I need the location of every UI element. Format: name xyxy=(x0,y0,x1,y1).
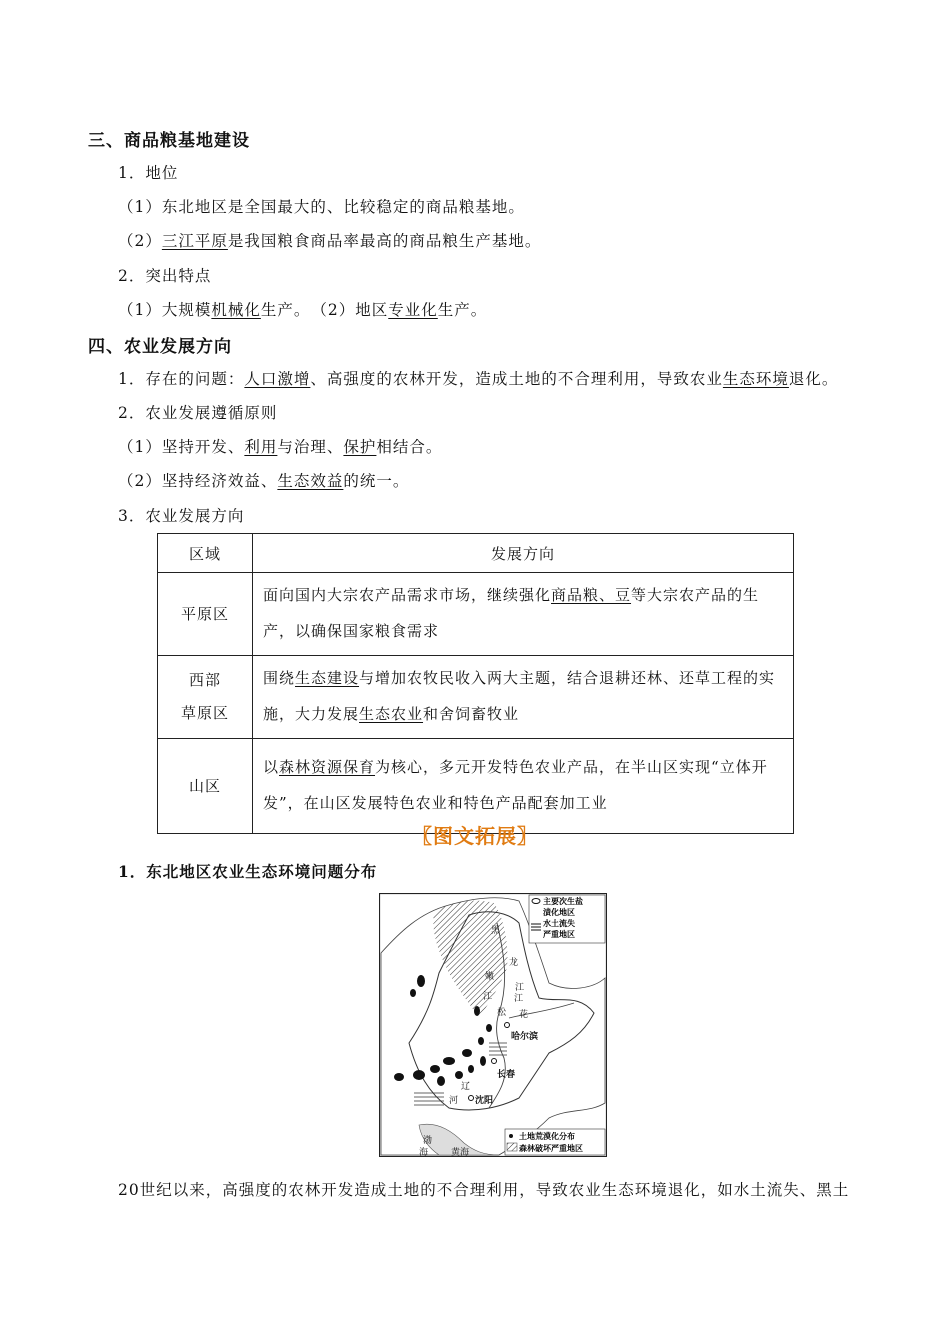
legend-top-line: 严重地区 xyxy=(543,929,575,939)
point-status: 1．地位 xyxy=(118,164,179,182)
direction-west-grassland: 围绕生态建设与增加农牧民收入两大主题，结合退耕还林、还草工程的实施，大力发展生态农业和舍饲畜牧业 xyxy=(253,656,794,739)
label-jiang2: 江 xyxy=(514,994,524,1004)
problems-line: 1．存在的问题：人口激增、高强度的农林开发，造成土地的不合理利用，导致农业生态环境退化。 xyxy=(118,370,839,388)
principle-1: （1）坚持开发、利用与治理、保护相结合。 xyxy=(118,438,443,456)
direction-heading: 3．农业发展方向 xyxy=(118,507,245,525)
label-bo: 渤 xyxy=(423,1136,433,1146)
label-hai: 海 xyxy=(419,1148,429,1157)
legend-top-line: 水土流失 xyxy=(543,918,575,928)
table-row xyxy=(158,656,794,739)
label-huanghai: 黄海 xyxy=(451,1148,470,1157)
features-items: （1）大规模机械化生产。 （2）地区专业化生产。 xyxy=(118,301,488,319)
section-title-agriculture-direction: 四、农业发展方向 xyxy=(88,337,232,357)
label-nen-jiang: 江 xyxy=(483,992,493,1002)
northeast-eco-map xyxy=(379,893,607,1157)
header-region: 区域 xyxy=(158,534,253,573)
answer-population-surge: 人口激增 xyxy=(244,370,311,388)
status-item-1: （1）东北地区是全国最大的、比较稳定的商品粮基地。 xyxy=(118,198,525,216)
region-mountain: 山区 xyxy=(158,739,253,834)
label-song: 松 xyxy=(497,1008,507,1018)
expansion-banner: 〖图文拓展〗 xyxy=(412,824,538,848)
region-plain: 平原区 xyxy=(158,573,253,656)
figure-title: 1．东北地区农业生态环境问题分布 xyxy=(118,862,378,881)
label-harbin: 哈尔滨 xyxy=(511,1032,539,1042)
development-direction-table xyxy=(157,533,794,834)
status-item-2: （2）三江平原是我国粮食商品率最高的商品粮生产基地。 xyxy=(118,232,542,250)
label-changchun: 长春 xyxy=(497,1070,516,1080)
section-title-commodity-grain: 三、商品粮基地建设 xyxy=(88,131,250,151)
principle-2: （2）坚持经济效益、生态效益的统一。 xyxy=(118,472,410,490)
answer-specialization: 专业化 xyxy=(388,301,438,319)
answer-eco-environment: 生态环境 xyxy=(722,370,789,388)
answer-mechanization: 机械化 xyxy=(211,301,261,319)
answer-protect: 保护 xyxy=(343,438,377,456)
closing-paragraph: 20世纪以来，高强度的农林开发造成土地的不合理利用，导致农业生态环境退化，如水土流失、黑土 xyxy=(118,1181,850,1199)
label-he: 河 xyxy=(449,1096,459,1106)
label-nen: 嫩 xyxy=(485,972,495,982)
direction-plain: 面向国内大宗农产品需求市场，继续强化商品粮、豆等大宗农产品的生产，以确保国家粮食需求 xyxy=(253,573,794,656)
point-features: 2．突出特点 xyxy=(118,267,212,285)
label-hei: 黑 xyxy=(491,926,501,936)
answer-sanjiang-plain: 三江平原 xyxy=(161,232,228,250)
region-west-grassland: 西部 草原区 xyxy=(158,656,253,739)
label-long: 龙 xyxy=(509,958,519,968)
label-jiang: 江 xyxy=(515,983,525,993)
legend-desert-symbol xyxy=(509,1134,513,1138)
answer-eco-benefit: 生态效益 xyxy=(277,472,344,490)
legend-top-line: 主要次生盐 xyxy=(543,896,583,906)
legend-bottom-line: 森林破坏严重地区 xyxy=(519,1143,583,1153)
label-hua: 花 xyxy=(519,1010,529,1020)
direction-mountain: 以森林资源保育为核心，多元开发特色农业产品，在半山区实现“立体开发”，在山区发展特色农业和特色产品配套加工业 xyxy=(253,739,794,834)
principles-heading: 2．农业发展遵循原则 xyxy=(118,404,278,422)
table-row xyxy=(158,573,794,656)
legend-top-line: 渍化地区 xyxy=(543,907,575,917)
answer-use: 利用 xyxy=(244,438,278,456)
legend-bottom-line: 土地荒漠化分布 xyxy=(519,1131,575,1141)
label-shenyang: 沈阳 xyxy=(475,1096,494,1106)
legend-forest-symbol xyxy=(507,1143,517,1151)
header-direction: 发展方向 xyxy=(253,534,794,573)
label-liao: 辽 xyxy=(461,1082,471,1092)
